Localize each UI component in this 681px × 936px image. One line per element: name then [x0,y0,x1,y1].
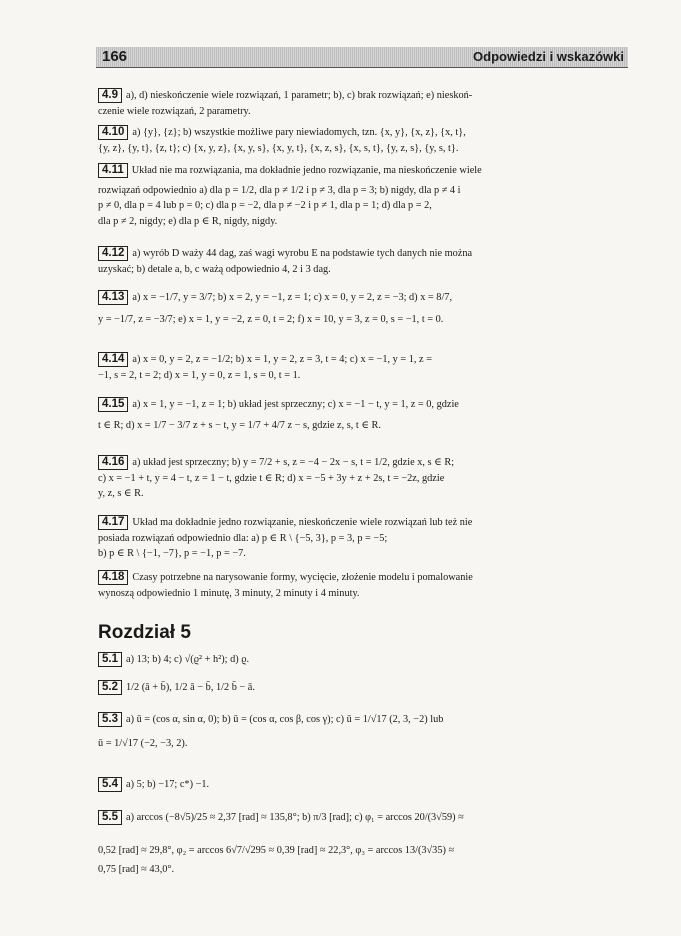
answer-line: Układ ma dokładnie jedno rozwiązanie, nieskończenie wiele rozwiązań lub też nie [132,517,473,528]
answer-line: −1, s = 2, t = 2; d) x = 1, y = 0, z = 1, s = 0, t = 1. [98,369,301,381]
answer-line: a) układ jest sprzeczny; b) y = 7/2 + s, z = −4 − 2x − s, t = 1/2, gdzie x, s ∈ R; [132,457,455,468]
answer-number: 4.12 [98,246,128,261]
answer-line: uzyskać; b) detale a, b, c ważą odpowiednio 4, 2 i 3 dag. [98,263,331,275]
answer-line: czenie wiele rozwiązań, 2 parametry. [98,105,251,117]
answer-number: 4.9 [98,88,122,103]
answer-line: a) arccos (−8√5)/25 ≈ 2,37 [rad] ≈ 135,8°; b) π/3 [rad]; c) φ₁ = arccos 20/(3√59) ≈ [126,812,464,823]
answer-number: 4.18 [98,570,128,585]
answer-number: 4.14 [98,352,128,367]
page-header [96,47,628,68]
chapter-heading: Rozdział 5 [98,622,191,643]
answer-line: y, z, s ∈ R. [98,488,144,499]
answer-line: ū = 1/√17 (−2, −3, 2). [98,737,188,749]
answer-line: c) x = −1 + t, y = 4 − t, z = 1 − t, gdzie t ∈ R; d) x = −5 + 3y + z + 2s, t = −2z, gdzie [98,472,445,484]
answer-5-4 [98,777,628,793]
answer-line: wynoszą odpowiednio 1 minutę, 3 minuty, 2 minuty i 4 minuty. [98,587,360,599]
answer-4-10 [98,125,628,156]
answer-line: {y, z}, {y, t}, {z, t}; c) {x, y, z}, {x, y, s}, {x, y, t}, {x, z, s}, {x, s, t}, {y, z, s}, {y, s, t}. [98,142,459,154]
answer-5-1 [98,652,628,668]
answer-number: 4.16 [98,455,128,470]
answer-line: b) p ∈ R \ {−1, −7}, p = −1, p = −7. [98,548,246,559]
answer-4-16 [98,455,628,502]
answer-line: a) x = −1/7, y = 3/7; b) x = 2, y = −1, z = 1; c) x = 0, y = 2, z = −3; d) x = 8/7, [132,292,453,303]
answer-4-11 [98,163,628,229]
answer-4-13 [98,290,628,327]
answer-line: t ∈ R; d) x = 1/7 − 3/7 z + s − t, y = 1/7 + 4/7 z − s, gdzie z, s, t ∈ R. [98,419,381,431]
answer-line: p ≠ 0, dla p = 4 lub p = 0; c) dla p = −2, dla p ≠ −2 i p ≠ 1, dla p = 1; d) dla p = 2, [98,200,432,211]
answer-line: posiada rozwiązań odpowiednio dla: a) p ∈ R \ {−5, 3}, p = 3, p = −5; [98,532,388,544]
answer-number: 5.3 [98,712,122,727]
answer-4-12 [98,246,628,277]
answer-line: 0,75 [rad] ≈ 43,0°. [98,864,175,875]
answer-line: a) ū = (cos α, sin α, 0); b) ū = (cos α, cos β, cos γ); c) ū = 1/√17 (2, 3, −2) lub [126,714,444,725]
answer-line: 1/2 (ā + b̄), 1/2 ā − b̄, 1/2 b̄ − ā. [126,682,255,693]
answer-number: 5.2 [98,680,122,695]
answer-line: rozwiązań odpowiednio a) dla p = 1/2, dla p ≠ 1/2 i p ≠ 3, dla p = 3; b) nigdy, dla p ≠ 4 i [98,184,461,196]
answer-number: 4.17 [98,515,128,530]
answer-number: 4.13 [98,290,128,305]
answer-number: 4.10 [98,125,128,140]
running-title: Odpowiedzi i wskazówki [473,49,624,64]
answer-line: a), d) nieskończenie wiele rozwiązań, 1 parametr; b), c) brak rozwiązań; e) nieskoń- [126,90,473,101]
answer-number: 5.1 [98,652,122,667]
answer-line: a) {y}, {z}; b) wszystkie możliwe pary niewiadomych, tzn. {x, y}, {x, z}, {x, t}, [132,127,466,138]
answer-number: 4.11 [98,163,128,178]
answer-line: a) x = 1, y = −1, z = 1; b) układ jest sprzeczny; c) x = −1 − t, y = 1, z = 0, gdzie [132,399,459,410]
answer-line: Czasy potrzebne na narysowanie formy, wycięcie, złożenie modelu i pomalowanie [132,572,473,583]
answer-line: dla p ≠ 2, nigdy; e) dla p ∈ R, nigdy, nigdy. [98,215,278,227]
answer-4-17 [98,515,628,562]
answer-line: a) wyrób D waży 44 dag, zaś wagi wyrobu E na podstawie tych danych nie można [132,248,473,259]
answer-4-18 [98,570,628,601]
answer-number: 5.4 [98,777,122,792]
page-number: 166 [102,48,128,65]
answer-line: Układ nie ma rozwiązania, ma dokładnie jedno rozwiązanie, ma nieskończenie wiele [131,165,482,176]
answer-line: 0,52 [rad] ≈ 29,8°, φ₂ = arccos 6√7/√295 ≈ 0,39 [rad] ≈ 22,3°, φ₃ = arccos 13/(3√35) ≈ [98,844,455,856]
answer-5-3 [98,712,628,751]
answer-4-9 [98,88,628,119]
answer-line: a) 5; b) −17; c*) −1. [126,779,210,790]
answer-4-14 [98,352,628,383]
answer-line: a) 13; b) 4; c) √(ϱ² + h²); d) ϱ. [126,654,250,665]
answer-5-2 [98,680,628,696]
answer-line: y = −1/7, z = −3/7; e) x = 1, y = −2, z = 0, t = 2; f) x = 10, y = 3, z = 0, s = −1, t = 0. [98,313,444,325]
answer-line: a) x = 0, y = 2, z = −1/2; b) x = 1, y = 2, z = 3, t = 4; c) x = −1, y = 1, z = [132,354,433,365]
answer-number: 5.5 [98,810,122,825]
answer-number: 4.15 [98,397,128,412]
answer-4-15 [98,397,628,433]
answer-5-5 [98,810,628,878]
